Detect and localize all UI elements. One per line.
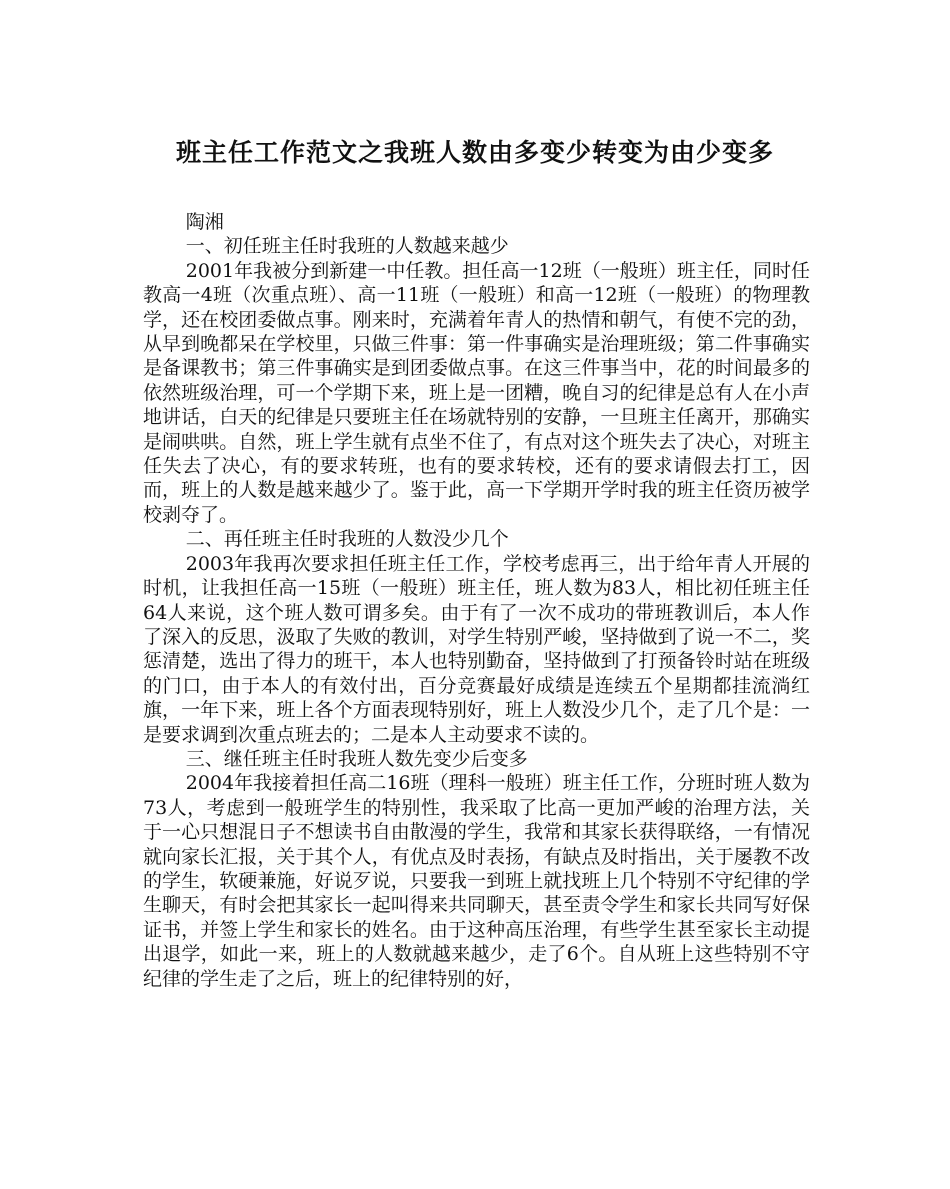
body-paragraph-3: 2004年我接着担任高二16班（理科一般班）班主任工作，分班时班人数为73人，考虑到一般班学生的特别性，我采取了比高一更加严峻的治理方法，关于一心只想混日子不想读书自由散漫的学生，我常和其家长获得联络，一有情况就向家长汇报，关于其个人，有优点及时表扬，有缺点及时指出，关于屡教不改的学生，软硬兼施，好说歹说，只要我一到班上就找班上几个特别不守纪律的学生聊天，有时会把其家长一起叫得来共同聊天，甚至责令学生和家长共同写好保证书，并签上学生和家长的姓名。由于这种高压治理，有些学生甚至家长主动提出退学，如此一来，班上的人数就越来越少，走了6个。自从班上这些特别不守纪律的学生走了之后，班上的纪律特别的好， xyxy=(143,772,810,990)
section-heading-2: 二、再任班主任时我班的人数没少几个 xyxy=(185,528,509,551)
author-name: 陶湘 xyxy=(185,211,224,233)
document-title: 班主任工作范文之我班人数由多变少转变为由少变多 xyxy=(175,138,774,167)
body-paragraph-1: 2001年我被分到新建一中任教。担任高一12班（一般班）班主任，同时任教高一4班（次重点班）、高一11班（一般班）和高一12班（一般班）的物理教学，还在校团委做点事。刚来时，充满着年青人的热情和朝气，有使不完的劲，从早到晚都呆在学校里，只做三件事：第一件事确实是治理班级；第二件事确实是备课教书；第三件事确实是到团委做点事。在这三件事当中，花的时间最多的依然班级治理，可一个学期下来，班上是一团糟，晚自习的纪律是总有人在小声地讲话，白天的纪律是只要班主任在场就特别的安静，一旦班主任离开，那确实是闹哄哄。自然，班上学生就有点坐不住了，有点对这个班失去了决心，对班主任失去了决心，有的要求转班，也有的要求转校，还有的要求请假去打工，因而，班上的人数是越来越少了。鉴于此，高一下学期开学时我的班主任资历被学校剥夺了。 xyxy=(143,259,810,526)
document-body xyxy=(143,210,810,991)
body-paragraph-2: 2003年我再次要求担任班主任工作，学校考虑再三，出于给年青人开展的时机，让我担任高一15班（一般班）班主任，班人数为83人，相比初任班主任64人来说，这个班人数可谓多矣。由于有了一次不成功的带班教训后，本人作了深入的反思，汲取了失败的教训，对学生特别严峻，坚持做到了说一不二，奖惩清楚，选出了得力的班干，本人也特别勤奋，坚持做到了打预备铃时站在班级的门口，由于本人的有效付出，百分竞赛最好成绩是连续五个星期都挂流淌红旗，一年下来，班上各个方面表现特别好，班上人数没少几个，走了几个是：一是要求调到次重点班去的；二是本人主动要求不读的。 xyxy=(143,552,810,746)
section-heading-1: 一、初任班主任时我班的人数越来越少 xyxy=(185,235,509,258)
section-heading-3: 三、继任班主任时我班人数先变少后变多 xyxy=(185,747,528,770)
